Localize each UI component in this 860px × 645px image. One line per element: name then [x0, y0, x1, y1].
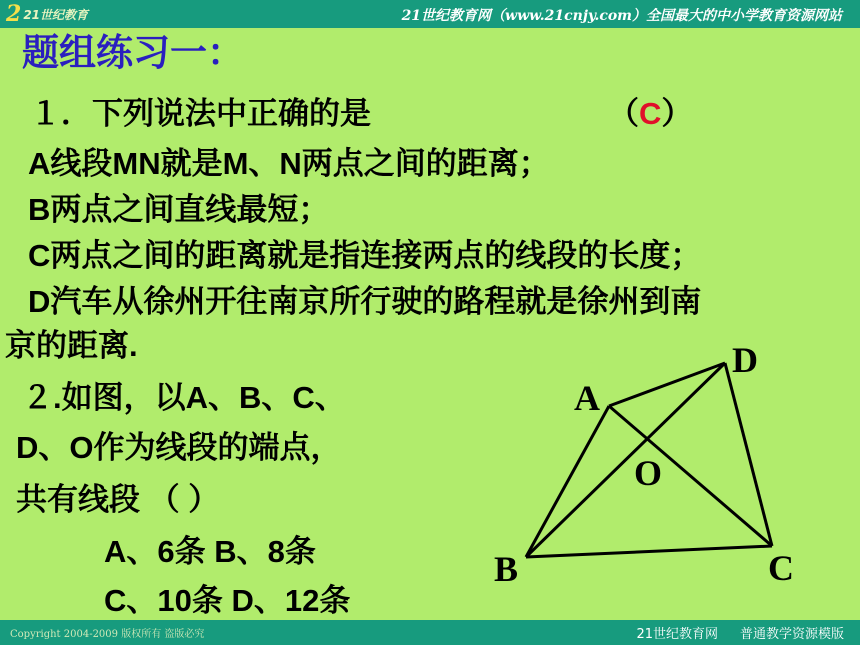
answer-open-paren: （ [608, 96, 639, 131]
header-slogan: 21世纪教育网（www.21cnjy.com）全国最大的中小学教育资源网站 [401, 8, 842, 24]
question-2-line-3: 共有线段 （ ） [16, 482, 220, 517]
logo-mark: 2 [6, 1, 22, 27]
answer-letter: C [639, 96, 662, 131]
question-2-choices-row-1: A、6条 B、8条 [104, 534, 316, 569]
footer-template-link[interactable]: 普通教学资源模版 [739, 627, 844, 642]
page-title: 题组练习一： [22, 32, 244, 73]
question-1-stem [30, 88, 371, 133]
footer-links [614, 623, 844, 642]
footer-bar [0, 620, 860, 645]
segment-cb [526, 546, 772, 557]
label-a: A [574, 378, 600, 418]
segment-dc [725, 363, 772, 546]
footer-site-link[interactable]: 21世纪教育网 [636, 627, 718, 642]
segment-ad [609, 363, 725, 406]
question-2-line-1: ２.如图，以A、B、C、 [22, 380, 346, 415]
question-1-answer [608, 88, 692, 133]
logo-text: 21世纪教育 [23, 7, 89, 22]
option-b: B两点之间直线最短； [28, 192, 330, 227]
label-b: B [494, 549, 519, 589]
segment-ba [526, 406, 609, 557]
answer-close-paren: ） [661, 96, 693, 131]
label-o: O [634, 453, 663, 493]
option-a: A线段MN就是M、N两点之间的距离； [28, 146, 550, 181]
label-c: C [768, 548, 794, 588]
question-2-line-2: D、O作为线段的端点， [16, 430, 342, 465]
label-d: D [732, 340, 758, 380]
copyright-text: Copyright 2004-2009 版权所有 盗版必究 [10, 629, 205, 640]
quadrilateral-figure [480, 340, 820, 600]
diagonal-bd [526, 363, 725, 557]
question-1-text: １．下列说法中正确的是 [30, 96, 371, 131]
option-d-line-2: 京的距离. [5, 328, 138, 363]
option-c: C两点之间的距离就是指连接两点的线段的长度； [28, 238, 702, 273]
option-d-line-1: D汽车从徐州开往南京所行驶的路程就是徐州到南 [28, 284, 702, 319]
question-2-choices-row-2: C、10条 D、12条 [104, 583, 351, 618]
